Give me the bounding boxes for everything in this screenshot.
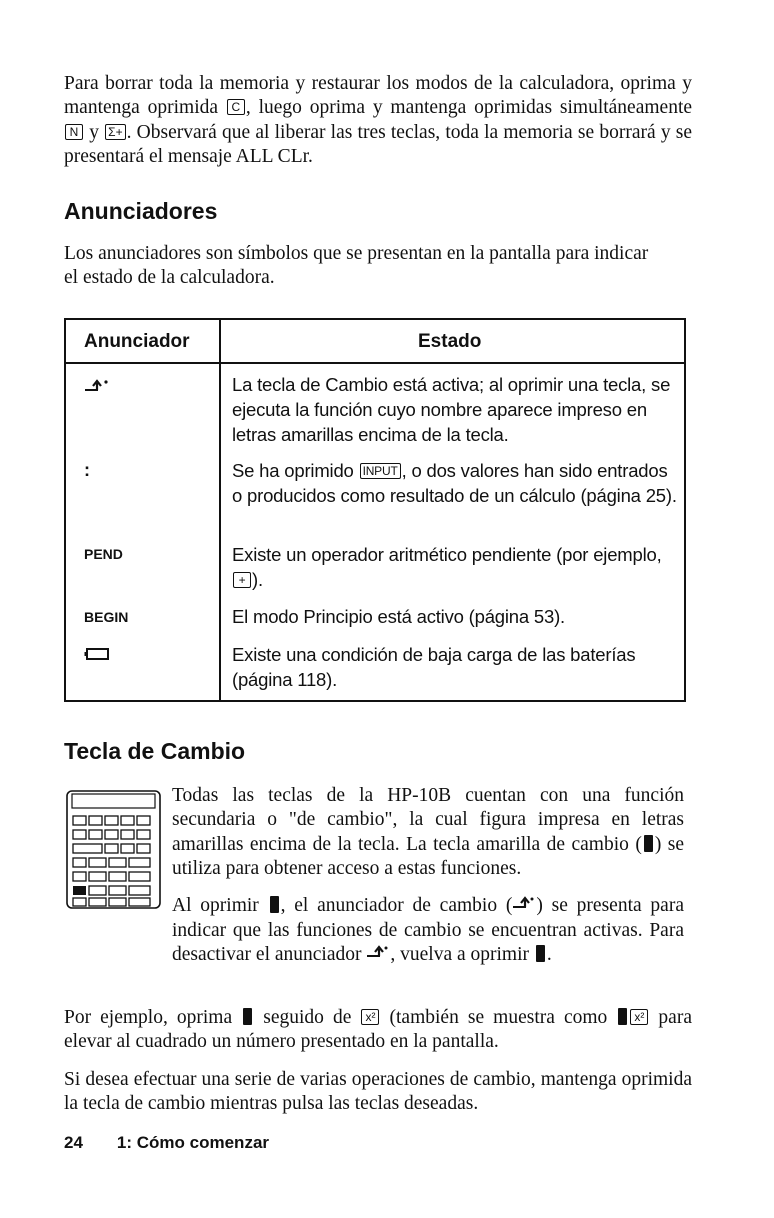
cambio-paragraph-4: Si desea efectuar una serie de varias operaciones de cambio, mantenga oprimida la tecla de cambio mientras pulsa las teclas deseadas. xyxy=(64,1069,692,1115)
shift-key-icon xyxy=(270,896,279,913)
table-row-4-status: El modo Principio está activo (página 53). xyxy=(232,606,566,627)
input-key: INPUT xyxy=(360,463,401,479)
row-2-status-a: Se ha oprimido xyxy=(232,460,359,481)
cambio-p3-a: Por ejemplo, oprima xyxy=(64,1007,242,1028)
cambio-p2-a: Al oprimir xyxy=(172,895,268,916)
cambio-paragraph-2 xyxy=(172,894,684,968)
x-squared-key: x² xyxy=(361,1009,379,1025)
begin-annunciator: BEGIN xyxy=(84,609,129,625)
cambio-paragraph-3 xyxy=(64,1006,692,1055)
table-row-5-status: Existe una condición de baja carga de las baterías (página 118). xyxy=(232,644,636,690)
cambio-paragraph-1 xyxy=(172,784,684,881)
cambio-p3-d: para elevar al cuadrado un número presentado en la pantalla. xyxy=(64,1007,692,1053)
n-key: N xyxy=(65,124,83,140)
shift-annunciator-icon xyxy=(366,943,390,967)
cambio-p1-a: Todas las teclas de la HP-10B cuentan con una función secundaria o "de cambio", la cual figura impresa en letras amarillas encima de la tecla. La tecla amarilla de cambio ( xyxy=(172,785,684,855)
table-row-3-status xyxy=(232,542,682,592)
row-3-status-a: Existe un operador aritmético pendiente (por ejemplo, xyxy=(232,544,662,565)
cambio-p2-c: ) se presenta para indicar que las funciones de cambio se encuentran activas. Para desactivar el anunciador xyxy=(172,895,684,965)
shift-key-icon xyxy=(536,945,545,962)
shift-key-icon xyxy=(243,1008,252,1025)
cambio-p2-b: , el anunciador de cambio ( xyxy=(280,895,513,916)
intro-text-3: y xyxy=(84,121,105,143)
annunciator-table xyxy=(64,318,686,702)
sigma-plus-key: Σ+ xyxy=(105,124,125,140)
anunciadores-intro: Los anunciadores son símbolos que se presentan en la pantalla para indicar el estado de la calculadora. xyxy=(64,243,649,289)
shift-key-icon xyxy=(618,1008,627,1025)
anunciadores-heading: Anunciadores xyxy=(64,198,218,224)
table-row-1-status: La tecla de Cambio está activa; al oprimir una tecla, se ejecuta la función cuyo nombre aparece impreso en letras amarillas encima de la tecla. xyxy=(232,374,671,445)
page-number: 24 xyxy=(64,1133,83,1152)
intro-text-4: . Observará que al liberar las tres teclas, toda la memoria se borrará y se presentará el mensaje ALL CLr. xyxy=(64,121,693,167)
pend-annunciator: PEND xyxy=(84,546,123,562)
table-header-anunciador: Anunciador xyxy=(84,331,190,352)
plus-key: + xyxy=(233,572,251,588)
cambio-p3-b: seguido de xyxy=(254,1007,361,1028)
table-row-2-status xyxy=(232,458,682,508)
chapter-title: 1: Cómo comenzar xyxy=(116,1133,270,1152)
table-header-divider xyxy=(66,362,684,364)
row-2-status-b: , o dos valores han sido entrados o producidos como resultado de un cálculo (página 25). xyxy=(232,460,677,506)
cambio-p2-d: , vuelva a oprimir xyxy=(390,943,534,965)
low-battery-icon xyxy=(84,646,110,665)
intro-text-2: , luego oprima y mantenga oprimidas simultáneamente xyxy=(245,97,693,119)
calculator-keyboard-icon xyxy=(66,790,162,915)
cambio-p1-b: ) se utiliza para obtener acceso a estas funciones. xyxy=(172,833,684,879)
intro-text-1: Para borrar toda la memoria y restaurar los modos de la calculadora, oprima y mantenga oprimida xyxy=(64,73,692,119)
table-column-divider xyxy=(219,320,221,700)
shift-annunciator-icon xyxy=(512,894,536,918)
colon-annunciator: : xyxy=(84,460,90,480)
cambio-p2-e: . xyxy=(546,943,552,965)
cambio-p3-c: (también se muestra como xyxy=(380,1007,617,1028)
intro-paragraph xyxy=(64,72,692,169)
cambio-heading: Tecla de Cambio xyxy=(64,738,246,764)
row-3-status-b: ). xyxy=(252,569,263,590)
shift-annunciator-icon xyxy=(84,378,110,397)
x-squared-key: x² xyxy=(630,1009,648,1025)
c-key: C xyxy=(227,99,245,115)
table-header-estado: Estado xyxy=(418,331,482,352)
shift-key-icon xyxy=(644,835,653,852)
page-footer xyxy=(64,1133,269,1153)
